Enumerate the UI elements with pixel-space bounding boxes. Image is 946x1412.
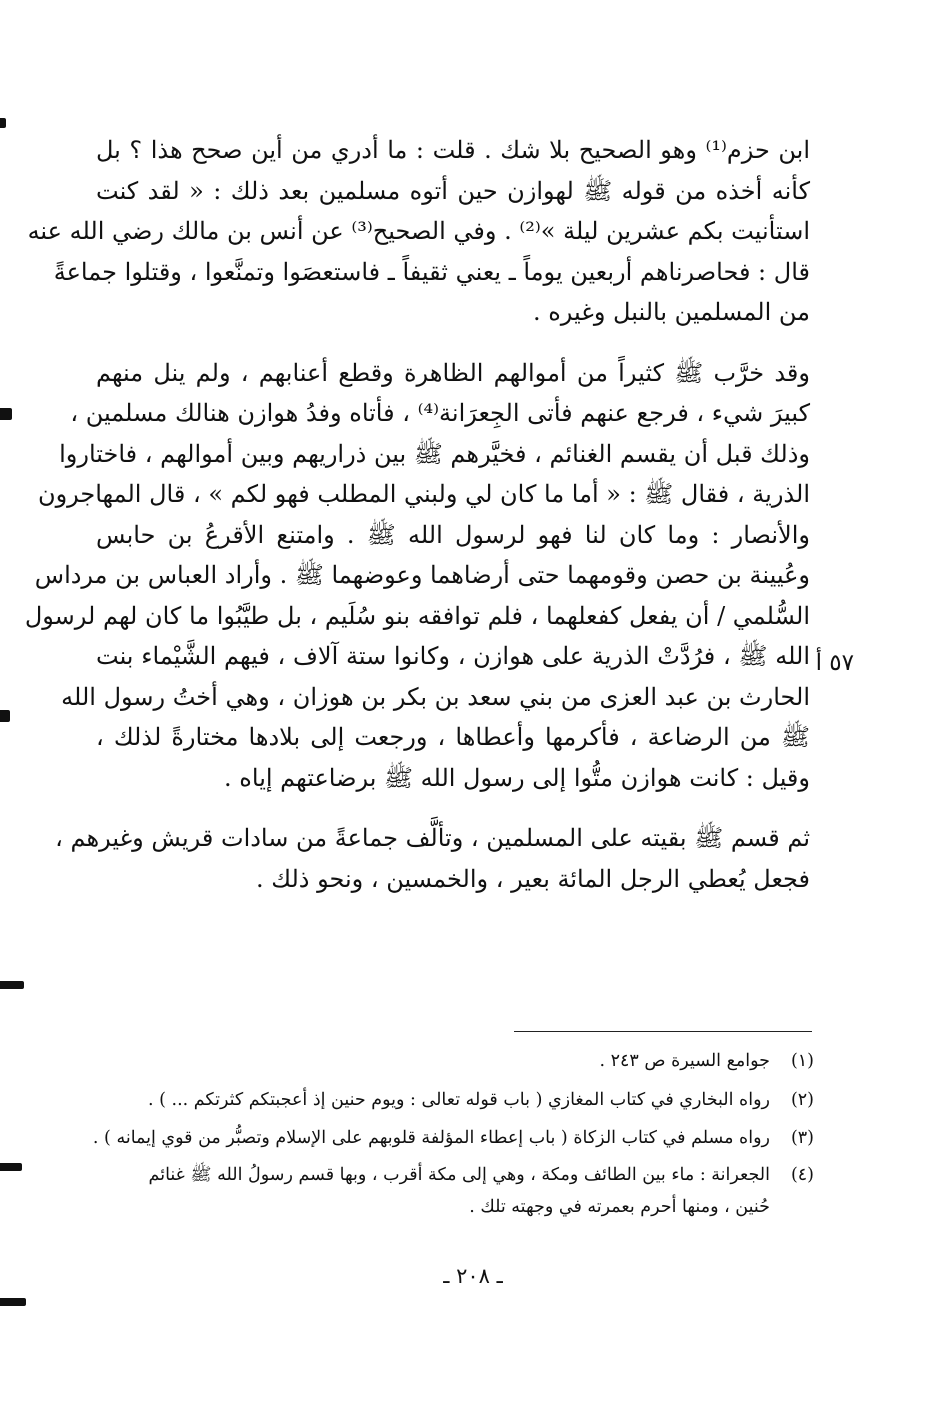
paragraph-3 xyxy=(55,818,810,899)
text-line: كبيرَ شيء ، فرجع عنهم فأتى الجِعرَانة⁽⁴⁾ ، فأتاه وفدُ هوازن هنالك مسلمين ، xyxy=(70,399,810,427)
paragraph-1 xyxy=(27,130,810,333)
scan-mark xyxy=(0,118,6,128)
scan-mark xyxy=(0,1298,26,1306)
main-text xyxy=(24,130,810,899)
paragraph-2 xyxy=(24,353,810,799)
text-line: كأنه أخذه من قوله ﷺ لهوازن حين أتوه مسلمين بعد ذلك : « لقد كنت xyxy=(96,176,810,205)
text-line: قال : فحاصرناهم أربعين يوماً ـ يعني ثقيفاً ـ فاستعصَوا وتمنَّعوا ، وقتلوا جماعةً xyxy=(53,257,810,286)
text-line: وقيل : كانت هوازن متُّوا إلى رسول الله ﷺ برضاعتهم إياه . xyxy=(224,763,810,792)
scan-mark xyxy=(0,981,24,989)
footnote-3 xyxy=(92,1123,814,1153)
text-line: ﷺ من الرضاعة ، فأكرمها وأعطاها ، ورجعت إلى بلادها مختارةً لذلك ، xyxy=(96,723,810,751)
scan-mark xyxy=(0,408,12,420)
footnote-4 xyxy=(110,1160,814,1190)
footnote-number: (٤) xyxy=(790,1165,814,1185)
footnote-text: جوامع السيرة ص ٢٤٣ . xyxy=(599,1051,770,1071)
footnote-number: (٢) xyxy=(790,1090,814,1110)
text-line: الحارث بن عبد العزى من بني سعد بن بكر بن هوزان ، وهي أختُ رسول الله xyxy=(61,682,810,711)
footnote-separator xyxy=(514,1031,812,1032)
text-line: ابن حزم⁽¹⁾ وهو الصحيح بلا شك . قلت : ما أدري من أين صحح هذا ؟ بل xyxy=(96,136,810,164)
text-line: وذلك قبل أن يقسم الغنائم ، فخيَّرهم ﷺ بين ذراريهم وبين أموالهم ، فاختاروا xyxy=(59,439,810,468)
footnote-number: (١) xyxy=(790,1051,814,1071)
page-number: ـ ٢٠٨ ـ xyxy=(443,1264,503,1288)
text-line: من المسلمين بالنبل وغيره . xyxy=(532,298,810,326)
text-line: السُّلمي / أن يفعل كفعلهما ، فلم توافقه بنو سُلَيم ، بل طيَّبُوا ما كان لهم لرسول xyxy=(24,601,810,630)
footnote-4-continuation: حُنين ، ومنها أحرم بعمرته في وجهته تلك . xyxy=(469,1197,770,1217)
footnote-number: (٣) xyxy=(790,1128,814,1148)
text-line: وعُيينة بن حصن وقومهما حتى أرضاهما وعوضهما ﷺ . وأراد العباس بن مرداس xyxy=(34,561,810,589)
text-line: الله ﷺ ، فرُدَّتْ الذرية على هوازن ، وكانوا ستة آلاف ، فيهم الشَّيْماء بنت xyxy=(96,642,810,670)
scan-mark xyxy=(0,1163,22,1171)
text-line: والأنصار : وما كان لنا فهو لرسول الله ﷺ . وامتنع الأقرعُ بن حابس xyxy=(96,520,810,549)
scan-mark xyxy=(0,710,10,722)
text-line: الذرية ، فقال ﷺ : « أما ما كان لي ولبني المطلب فهو لكم » ، قال المهاجرون xyxy=(37,480,810,508)
manuscript-folio-note: ٥٧ أ xyxy=(815,650,854,676)
footnote-text: رواه مسلم في كتاب الزكاة ( باب إعطاء المؤلفة قلوبهم على الإسلام وتصبُّر من قوي إيمانه ) . xyxy=(92,1128,770,1148)
footnote-text: رواه البخاري في كتاب المغازي ( باب قوله تعالى : ويوم حنين إذ أعجبتكم كثرتكم ... ) . xyxy=(148,1090,770,1110)
footnote-text: الجعرانة : ماء بين الطائف ومكة ، وهي إلى مكة أقرب ، وبها قسم رسولُ الله ﷺ غنائم xyxy=(148,1165,770,1185)
text-line: استأنيت بكم عشرين ليلة »⁽²⁾ . وفي الصحيح⁽³⁾ عن أنس بن مالك رضي الله عنه xyxy=(27,217,810,245)
footnote-1 xyxy=(110,1046,814,1076)
text-line: وقد خرَّب ﷺ كثيراً من أموالهم الظاهرة وقطع أعنابهم ، ولم ينل منهم xyxy=(96,358,810,387)
text-line: ثم قسم ﷺ بقيته على المسلمين ، وتألَّف جماعةً من سادات قريش وغيرهم ، xyxy=(55,824,810,852)
footnote-2 xyxy=(110,1085,814,1115)
text-line: فجعل يُعطي الرجل المائة بعير ، والخمسين ، ونحو ذلك . xyxy=(255,864,810,893)
